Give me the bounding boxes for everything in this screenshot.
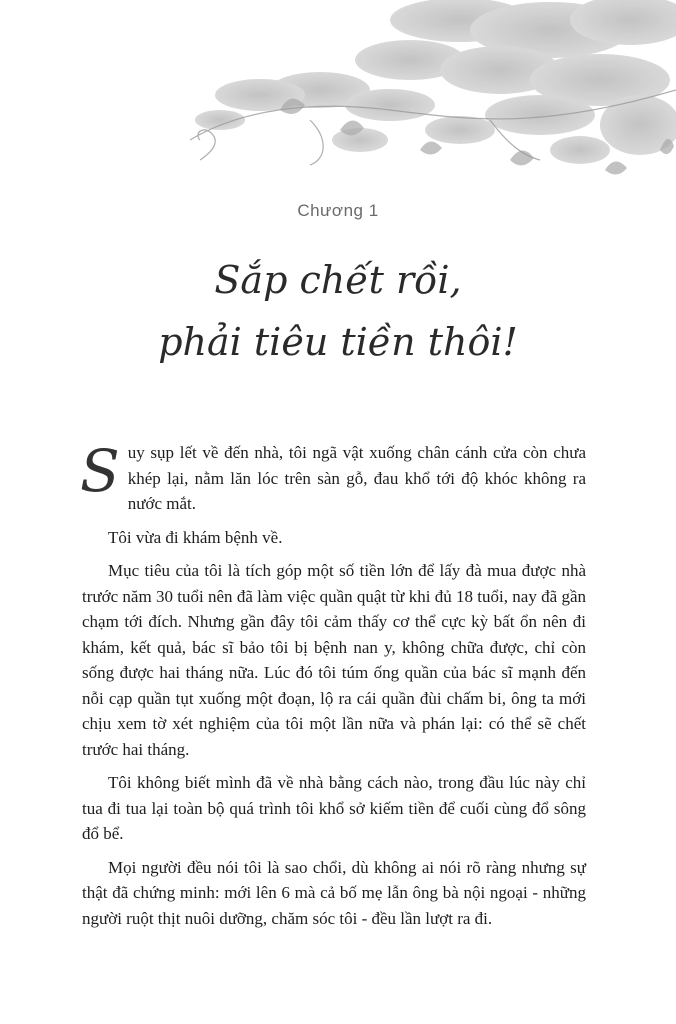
chapter-title-line-1: Sắp chết rồi, <box>214 258 462 302</box>
paragraph-5: Mọi người đều nói tôi là sao chổi, dù không ai nói rõ ràng nhưng sự thật đã chứng minh: mới lên 6 mà cả bố mẹ lẫn ông bà nội ngoại - những người ruột thịt nuôi dưỡng, chăm sóc tôi - đều lần lượt ra đi. <box>82 857 586 928</box>
paragraph-3: Mục tiêu của tôi là tích góp một số tiền lớn để lấy đà mua được nhà trước năm 30 tuổi nên đã làm việc quần quật từ khi đủ 18 tuổi, nay đã gần chạm tới đích. Nhưng gần đây tôi cảm thấy cơ thể cực kỳ bất ổn nên đi khám, kết quả, bác sĩ bảo tôi bị bệnh nan y, không chữa được, chỉ còn sống được hai tháng nữa. Lúc đó tôi túm ống quần của bác sĩ mạnh đến nỗi cạp quần tụt xuống một đoạn, lộ ra cái quần đùi chấm bi, ông ta mới chịu xem tờ xét nghiệm của tôi một lần nữa và phán lại: có thể sẽ chết trước hai tháng. <box>82 561 586 759</box>
paragraph-4: Tôi không biết mình đã về nhà bằng cách nào, trong đầu lúc này chỉ tua đi tua lại toàn bộ quá trình tôi khổ sở kiếm tiền để cuối cùng đổ sông đổ bể. <box>82 773 586 843</box>
chapter-label: Chương 1 <box>297 201 379 220</box>
foliage-branch-illustration <box>160 0 676 190</box>
chapter-title-line-2: phải tiêu tiền thôi! <box>158 320 518 364</box>
chapter-body <box>80 437 586 939</box>
drop-cap: S <box>80 437 120 505</box>
paragraph-2: Tôi vừa đi khám bệnh về. <box>108 527 283 547</box>
paragraph-1-text: uy sụp lết về đến nhà, tôi ngã vật xuống chân cánh cửa còn chưa khép lại, nằm lăn lóc trên sàn gỗ, đau khổ tới độ khóc không ra nước mắt. <box>127 443 586 513</box>
paragraph-1 <box>80 437 586 517</box>
